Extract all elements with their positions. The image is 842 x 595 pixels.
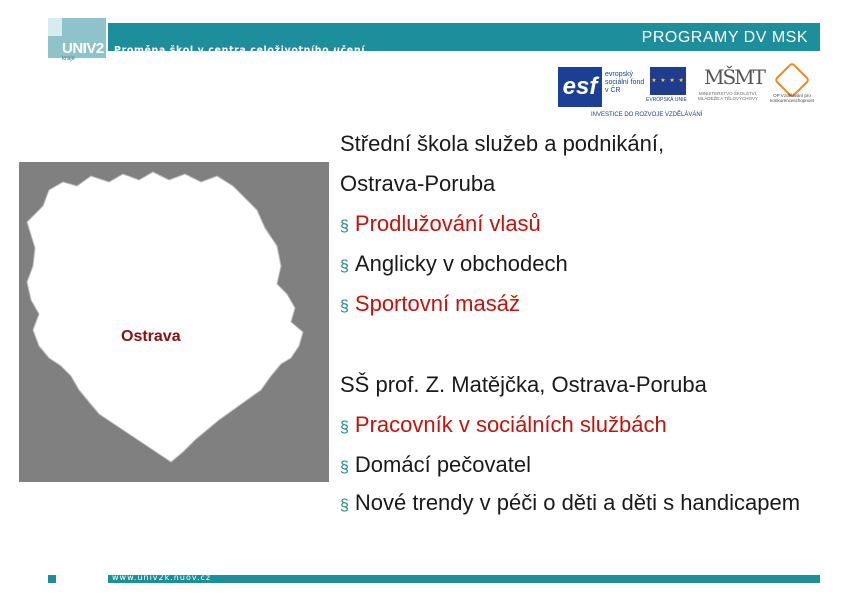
msmt-logo (698, 65, 764, 105)
school-1-program: § Prodlužování vlasů (340, 211, 541, 236)
bullet-icon: § (340, 218, 349, 235)
bullet-icon: § (340, 497, 349, 514)
esf-logo (558, 67, 648, 107)
bullet-icon: § (340, 419, 349, 436)
partner-logos (555, 63, 817, 119)
school-2-program: § Nové trendy v péči o děti a děti s handicapem (340, 490, 801, 515)
investment-caption: INVESTICE DO ROZVOJE VZDĚLÁVÁNÍ (591, 112, 703, 118)
msmt-mark: MŠMT (704, 65, 764, 89)
bullet-icon: § (340, 459, 349, 476)
footer-url: www.univ2k.nuov.cz (112, 573, 212, 582)
op-logo (765, 67, 815, 107)
footer-bar (108, 575, 820, 583)
esf-mark: esf (558, 67, 602, 107)
bullet-icon: § (340, 258, 349, 275)
map-label: Ostrava (121, 328, 181, 345)
esf-text: evropský sociální fond v ČR (605, 71, 645, 94)
header-subtitle: Proměna škol v centra celoživotního učení (114, 45, 366, 56)
school-1-location: Ostrava-Poruba (340, 171, 496, 196)
school-1-program: § Anglicky v obchodech (340, 251, 568, 276)
op-text: OP Vzdělávání pro konkurenceschopnost (770, 93, 814, 103)
school-1 (340, 124, 664, 324)
bullet-icon: § (340, 298, 349, 315)
school-2-name: SŠ prof. Z. Matějčka, Ostrava-Poruba (340, 372, 707, 397)
eu-text: EVROPSKÁ UNIE (646, 97, 687, 103)
school-1-program: § Sportovní masáž (340, 291, 520, 316)
school-1-name: Střední škola služeb a podnikání, (340, 131, 665, 156)
school-2-program: § Pracovník v sociálních službách (340, 412, 667, 437)
msmt-text: MINISTERSTVO ŠKOLSTVÍ, MLÁDEŽE A TĚLOVÝCHOVY (698, 91, 758, 101)
ostrava-map-icon (19, 162, 329, 482)
footer-square (48, 575, 56, 583)
eu-flag-icon: ★ ★ ★ ★ (650, 67, 686, 95)
school-2-program: § Domácí pečovatel (340, 452, 531, 477)
univ2-logo-kraje: kraje (62, 56, 76, 62)
page-title: PROGRAMY DV MSK (641, 29, 808, 46)
school-2 (340, 365, 820, 523)
univ2-logo-text: UNIV2 (62, 40, 104, 57)
